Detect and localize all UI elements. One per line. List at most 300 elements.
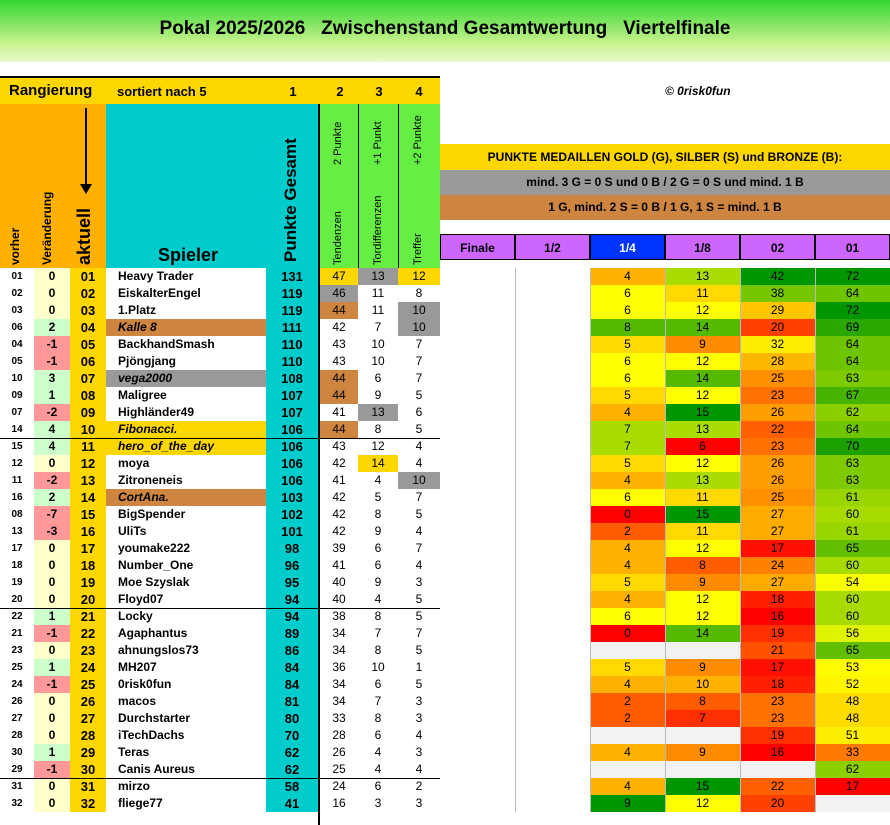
table-row[interactable] [0, 795, 890, 812]
table-row[interactable] [0, 489, 890, 506]
round-score: 15 [665, 778, 740, 795]
table-row[interactable] [0, 659, 890, 676]
points-total: 96 [266, 557, 318, 574]
round-score [515, 353, 590, 370]
round-score: 60 [815, 608, 890, 625]
points-total: 80 [266, 710, 318, 727]
tendenzen-value: 43 [320, 336, 358, 353]
round-score: 9 [665, 659, 740, 676]
player-name: mirzo [106, 778, 266, 795]
tordiff-value: 9 [358, 574, 398, 591]
round-score: 15 [665, 506, 740, 523]
points-total: 94 [266, 608, 318, 625]
rank-current: 10 [70, 421, 106, 438]
points-total: 106 [266, 472, 318, 489]
tendenzen-value: 38 [320, 608, 358, 625]
player-name: hero_of_the_day [106, 438, 266, 455]
table-row[interactable] [0, 744, 890, 761]
treffer-value: 10 [398, 472, 440, 489]
round-score: 6 [590, 285, 665, 302]
points-total: 106 [266, 438, 318, 455]
rank-previous: 24 [0, 676, 34, 693]
round-score [515, 625, 590, 642]
round-score [440, 795, 515, 812]
points-total: 106 [266, 421, 318, 438]
rank-current: 30 [70, 761, 106, 778]
rank-previous: 13 [0, 523, 34, 540]
table-row[interactable] [0, 506, 890, 523]
table-row[interactable] [0, 421, 890, 438]
round-score: 17 [740, 659, 815, 676]
round-score: 8 [665, 693, 740, 710]
round-score [440, 540, 515, 557]
group-divider [0, 608, 440, 609]
round-score [515, 438, 590, 455]
table-row[interactable] [0, 302, 890, 319]
round-score: 9 [665, 744, 740, 761]
round-score [515, 319, 590, 336]
table-row[interactable] [0, 268, 890, 285]
points-total: 84 [266, 659, 318, 676]
round-score: 53 [815, 659, 890, 676]
table-row[interactable] [0, 778, 890, 795]
down-arrow-icon [80, 108, 92, 196]
round-score [515, 285, 590, 302]
player-name: Heavy Trader [106, 268, 266, 285]
standings-table [0, 268, 890, 825]
round-score [665, 642, 740, 659]
table-row[interactable] [0, 693, 890, 710]
rank-previous: 25 [0, 659, 34, 676]
tordiff-value: 6 [358, 727, 398, 744]
points-total: 107 [266, 387, 318, 404]
player-name: iTechDachs [106, 727, 266, 744]
round-score: 23 [740, 387, 815, 404]
rank-change: -1 [34, 676, 70, 693]
round-score: 62 [815, 404, 890, 421]
round-score: 11 [665, 489, 740, 506]
player-name: Fibonacci. [106, 421, 266, 438]
table-row[interactable] [0, 710, 890, 727]
treffer-value: 7 [398, 625, 440, 642]
rank-current: 07 [70, 370, 106, 387]
round-score [515, 761, 590, 778]
treffer-value: 3 [398, 744, 440, 761]
player-name: 1.Platz [106, 302, 266, 319]
treffer-value: 4 [398, 455, 440, 472]
round-score: 11 [665, 523, 740, 540]
round-score: 12 [665, 591, 740, 608]
round-score: 2 [590, 693, 665, 710]
rank-current: 19 [70, 574, 106, 591]
player-name: vega2000 [106, 370, 266, 387]
rank-current: 18 [70, 557, 106, 574]
round-score: 52 [815, 676, 890, 693]
round-score: 56 [815, 625, 890, 642]
rank-previous: 30 [0, 744, 34, 761]
group-divider [0, 778, 440, 779]
round-score [515, 506, 590, 523]
player-name: macos [106, 693, 266, 710]
tendenzen-value: 40 [320, 574, 358, 591]
round-score: 5 [590, 574, 665, 591]
treffer-points-label: +2 Punkte [412, 115, 424, 165]
player-name: Floyd07 [106, 591, 266, 608]
player-name: fliege77 [106, 795, 266, 812]
player-name: MH207 [106, 659, 266, 676]
tordiff-value: 6 [358, 778, 398, 795]
round-score [515, 523, 590, 540]
round-score [515, 336, 590, 353]
rank-current: 03 [70, 302, 106, 319]
tendenzen-value: 40 [320, 591, 358, 608]
round-score: 24 [740, 557, 815, 574]
tordiff-value: 4 [358, 591, 398, 608]
round-score: 62 [815, 761, 890, 778]
round-score [815, 795, 890, 812]
tendenzen-value: 41 [320, 404, 358, 421]
round-score [440, 693, 515, 710]
round-score [440, 557, 515, 574]
table-row[interactable] [0, 319, 890, 336]
treffer-value: 5 [398, 506, 440, 523]
tendenzen-value: 33 [320, 710, 358, 727]
tendenzen-value: 43 [320, 438, 358, 455]
rank-change: 0 [34, 693, 70, 710]
tordiff-value: 10 [358, 659, 398, 676]
points-total: 101 [266, 523, 318, 540]
round-score: 64 [815, 285, 890, 302]
treffer-value: 3 [398, 795, 440, 812]
rank-change: -2 [34, 472, 70, 489]
grid-line [815, 268, 816, 812]
round-score [665, 727, 740, 744]
round-score: 12 [665, 540, 740, 557]
round-score: 16 [740, 744, 815, 761]
round-score: 10 [665, 676, 740, 693]
rank-current: 11 [70, 438, 106, 455]
round-score [440, 778, 515, 795]
round-score [440, 744, 515, 761]
tordiff-value: 11 [358, 285, 398, 302]
rank-change: 1 [34, 387, 70, 404]
rank-change: 2 [34, 319, 70, 336]
col-num-2: 2 [336, 84, 344, 99]
round-score: 33 [815, 744, 890, 761]
table-row[interactable] [0, 285, 890, 302]
rank-previous: 29 [0, 761, 34, 778]
round-score: 22 [740, 778, 815, 795]
round-score: 6 [590, 302, 665, 319]
round-score: 63 [815, 472, 890, 489]
group-divider [0, 438, 440, 439]
player-name: BigSpender [106, 506, 266, 523]
tordiff-value: 8 [358, 642, 398, 659]
rank-change: 0 [34, 727, 70, 744]
round-score [515, 693, 590, 710]
points-total: 102 [266, 506, 318, 523]
round-score [515, 472, 590, 489]
rank-current: 22 [70, 625, 106, 642]
player-name: EiskalterEngel [106, 285, 266, 302]
rank-change: 1 [34, 659, 70, 676]
player-name: Moe Szyslak [106, 574, 266, 591]
round-score: 7 [665, 710, 740, 727]
round-score [590, 642, 665, 659]
treffer-value: 7 [398, 540, 440, 557]
rank-current: 27 [70, 710, 106, 727]
round-score [440, 710, 515, 727]
round-score: 9 [590, 795, 665, 812]
treffer-value: 4 [398, 761, 440, 778]
tendenzen-value: 25 [320, 761, 358, 778]
sort-label: sortiert nach 5 [117, 84, 207, 99]
round-score: 13 [665, 472, 740, 489]
round-score: 29 [740, 302, 815, 319]
rank-previous: 14 [0, 421, 34, 438]
round-score: 5 [590, 387, 665, 404]
round-score: 7 [590, 438, 665, 455]
round-score: 38 [740, 285, 815, 302]
round-score [440, 285, 515, 302]
points-total: 98 [266, 540, 318, 557]
round-score [440, 404, 515, 421]
round-score: 20 [740, 319, 815, 336]
tendenzen-value: 34 [320, 625, 358, 642]
treffer-value: 6 [398, 404, 440, 421]
round-score: 7 [590, 421, 665, 438]
table-row[interactable] [0, 472, 890, 489]
tendenzen-value: 43 [320, 353, 358, 370]
round-score: 5 [590, 455, 665, 472]
tordiff-value: 8 [358, 710, 398, 727]
rank-change: -2 [34, 404, 70, 421]
treffer-value: 4 [398, 557, 440, 574]
player-name: Highländer49 [106, 404, 266, 421]
tendenzen-points-label: 2 Punkte [332, 121, 344, 165]
treffer-value: 3 [398, 574, 440, 591]
treffer-value: 1 [398, 659, 440, 676]
table-row[interactable] [0, 727, 890, 744]
tendenzen-value: 24 [320, 778, 358, 795]
round-score: 14 [665, 319, 740, 336]
player-name: youmake222 [106, 540, 266, 557]
round-header-3: 1/8 [665, 234, 740, 260]
round-score: 5 [590, 659, 665, 676]
round-score [515, 710, 590, 727]
tordiff-value: 3 [358, 795, 398, 812]
divider [0, 76, 440, 78]
round-score: 63 [815, 455, 890, 472]
player-name: Pjöngjang [106, 353, 266, 370]
punkte-gesamt-label: Punkte Gesamt [281, 138, 300, 262]
round-score [440, 472, 515, 489]
round-score [440, 353, 515, 370]
divider [358, 104, 359, 268]
round-score [515, 778, 590, 795]
round-score: 18 [740, 676, 815, 693]
treffer-value: 7 [398, 489, 440, 506]
round-score: 19 [740, 625, 815, 642]
treffer-value: 12 [398, 268, 440, 285]
vorher-label: vorher [8, 227, 22, 265]
treffer-label: Treffer [412, 233, 424, 265]
table-row[interactable] [0, 761, 890, 778]
tendenzen-value: 42 [320, 319, 358, 336]
rank-previous: 09 [0, 387, 34, 404]
rank-previous: 10 [0, 370, 34, 387]
table-row[interactable] [0, 574, 890, 591]
rank-change: 0 [34, 710, 70, 727]
points-total: 119 [266, 285, 318, 302]
rank-current: 29 [70, 744, 106, 761]
divider [398, 104, 399, 268]
tordiff-value: 9 [358, 387, 398, 404]
points-total: 107 [266, 404, 318, 421]
rank-previous: 20 [0, 591, 34, 608]
table-row[interactable] [0, 591, 890, 608]
round-score: 12 [665, 795, 740, 812]
rangierung-label: Rangierung [9, 82, 93, 99]
round-score: 12 [665, 302, 740, 319]
rank-change: 3 [34, 370, 70, 387]
table-row[interactable] [0, 523, 890, 540]
player-name: Locky [106, 608, 266, 625]
rank-previous: 26 [0, 693, 34, 710]
rank-previous: 22 [0, 608, 34, 625]
points-total: 110 [266, 336, 318, 353]
points-total: 70 [266, 727, 318, 744]
round-score: 26 [740, 455, 815, 472]
table-row[interactable] [0, 353, 890, 370]
table-row[interactable] [0, 557, 890, 574]
round-score [515, 591, 590, 608]
medal-rule-silver: 1 G, mind. 2 S = 0 B / 1 G, 1 S = mind. 1 B [440, 195, 890, 220]
rank-change: 0 [34, 591, 70, 608]
table-row[interactable] [0, 625, 890, 642]
round-score [515, 387, 590, 404]
round-score [440, 268, 515, 285]
tendenzen-label: Tendenzen [332, 211, 344, 265]
round-score: 12 [665, 455, 740, 472]
round-score: 72 [815, 268, 890, 285]
player-name: UliTs [106, 523, 266, 540]
rank-change: 0 [34, 778, 70, 795]
player-name: moya [106, 455, 266, 472]
points-total: 131 [266, 268, 318, 285]
points-total: 110 [266, 353, 318, 370]
rank-change: 0 [34, 268, 70, 285]
treffer-value: 2 [398, 778, 440, 795]
round-score: 2 [590, 710, 665, 727]
grid-line [740, 268, 741, 812]
tendenzen-value: 16 [320, 795, 358, 812]
round-score [515, 404, 590, 421]
rank-current: 01 [70, 268, 106, 285]
table-row[interactable] [0, 455, 890, 472]
treffer-value: 8 [398, 285, 440, 302]
round-score: 0 [590, 625, 665, 642]
round-score: 27 [740, 523, 815, 540]
round-score: 61 [815, 489, 890, 506]
tordiff-value: 7 [358, 319, 398, 336]
round-score: 64 [815, 421, 890, 438]
treffer-value: 7 [398, 353, 440, 370]
round-score: 42 [740, 268, 815, 285]
points-total: 119 [266, 302, 318, 319]
round-score: 22 [740, 421, 815, 438]
round-score: 23 [740, 438, 815, 455]
rank-previous: 01 [0, 268, 34, 285]
round-score: 4 [590, 540, 665, 557]
copyright-label: © 0risk0fun [665, 84, 731, 98]
rank-change: 0 [34, 642, 70, 659]
points-total: 111 [266, 319, 318, 336]
round-score: 60 [815, 506, 890, 523]
rank-current: 16 [70, 523, 106, 540]
tordiff-value: 7 [358, 625, 398, 642]
rank-current: 32 [70, 795, 106, 812]
round-score: 28 [740, 353, 815, 370]
player-name: Canis Aureus [106, 761, 266, 778]
tordiff-value: 6 [358, 557, 398, 574]
table-row[interactable] [0, 642, 890, 659]
rank-current: 21 [70, 608, 106, 625]
rank-previous: 12 [0, 455, 34, 472]
rank-change: 0 [34, 574, 70, 591]
table-row[interactable] [0, 336, 890, 353]
col-num-3: 3 [375, 84, 383, 99]
table-row[interactable] [0, 676, 890, 693]
rank-previous: 18 [0, 557, 34, 574]
tendenzen-value: 44 [320, 370, 358, 387]
round-score [440, 625, 515, 642]
tendenzen-value: 41 [320, 472, 358, 489]
round-score: 17 [740, 540, 815, 557]
table-row[interactable] [0, 370, 890, 387]
round-score: 63 [815, 370, 890, 387]
round-header-5: 01 [815, 234, 890, 260]
tordiff-value: 12 [358, 438, 398, 455]
round-score: 6 [590, 489, 665, 506]
tordiff-value: 10 [358, 353, 398, 370]
round-score: 12 [665, 353, 740, 370]
round-score [515, 421, 590, 438]
table-row[interactable] [0, 387, 890, 404]
round-score: 4 [590, 557, 665, 574]
table-row[interactable] [0, 608, 890, 625]
round-score [590, 761, 665, 778]
round-header-2: 1/4 [590, 234, 665, 260]
table-row[interactable] [0, 438, 890, 455]
round-score: 51 [815, 727, 890, 744]
round-score: 27 [740, 506, 815, 523]
round-score [515, 557, 590, 574]
table-row[interactable] [0, 404, 890, 421]
points-total: 103 [266, 489, 318, 506]
rank-change: 0 [34, 302, 70, 319]
round-header-4: 02 [740, 234, 815, 260]
tordiff-value: 4 [358, 472, 398, 489]
table-row[interactable] [0, 540, 890, 557]
round-score [440, 761, 515, 778]
treffer-value: 4 [398, 523, 440, 540]
player-name: 0risk0fun [106, 676, 266, 693]
tordiff-value: 6 [358, 676, 398, 693]
round-score: 13 [665, 268, 740, 285]
points-total: 95 [266, 574, 318, 591]
treffer-value: 5 [398, 421, 440, 438]
